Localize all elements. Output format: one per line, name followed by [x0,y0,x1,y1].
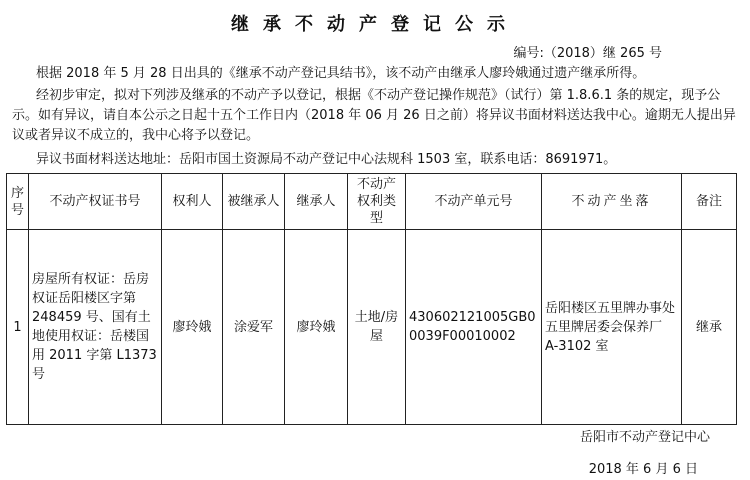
table-header-row [7,174,737,230]
cell-location: 岳阳楼区五里牌办事处五里牌居委会保养厂 A-3102 室 [542,230,682,425]
header-remark: 备注 [682,174,737,230]
paragraph-basis: 根据 2018 年 5 月 28 日出具的《继承不动产登记具结书》，该不动产由继承人廖玲娥通过遗产继承所得。 [36,66,646,81]
header-cert: 不动产权证书号 [29,174,162,230]
paragraph-objection-address: 异议书面材料送达地址：岳阳市国土资源局不动产登记中心法规科 1503 室，联系电话：8691971。 [36,152,617,167]
table-row [7,230,737,425]
cell-cert: 房屋所有权证：岳房权证岳阳楼区字第 248459 号、国有土地使用权证：岳楼国用 2011 字第 L1373 号 [29,230,162,425]
header-heir: 继承人 [285,174,348,230]
cell-deceased: 涂爱军 [223,230,285,425]
paragraph-review: 经初步审定，拟对下列涉及继承的不动产予以登记，根据《不动产登记操作规范》（试行）第 1.8.6.1 条的规定，现予公示。如有异议，请自本公示之日起十五个工作日内（2018 年 06 月 26 日之前）将异议书面材料送达我中心。逾期无人提出异议或者异议不成立的，我中心将予以登记。 [12,88,736,143]
document-number: 编号:（2018）继 265 号 [513,46,662,61]
cell-remark: 继承 [682,230,737,425]
cell-seq: 1 [7,230,29,425]
issuing-organization: 岳阳市不动产登记中心 [579,430,710,445]
cell-right-type: 土地/房屋 [348,230,406,425]
header-deceased: 被继承人 [223,174,285,230]
header-owner: 权利人 [162,174,223,230]
header-location: 不动产坐落 [542,174,682,230]
issue-date: 2018 年 6 月 6 日 [588,462,698,477]
cell-owner: 廖玲娥 [162,230,223,425]
notice-table [6,173,737,425]
notice-title: 继承不动产登记公示 [231,14,519,35]
cell-heir: 廖玲娥 [285,230,348,425]
cell-unit-no: 430602121005GB00039F00010002 [406,230,542,425]
header-seq: 序号 [7,174,29,230]
header-unit-no: 不动产单元号 [406,174,542,230]
header-right-type: 不动产权利类型 [348,174,406,230]
